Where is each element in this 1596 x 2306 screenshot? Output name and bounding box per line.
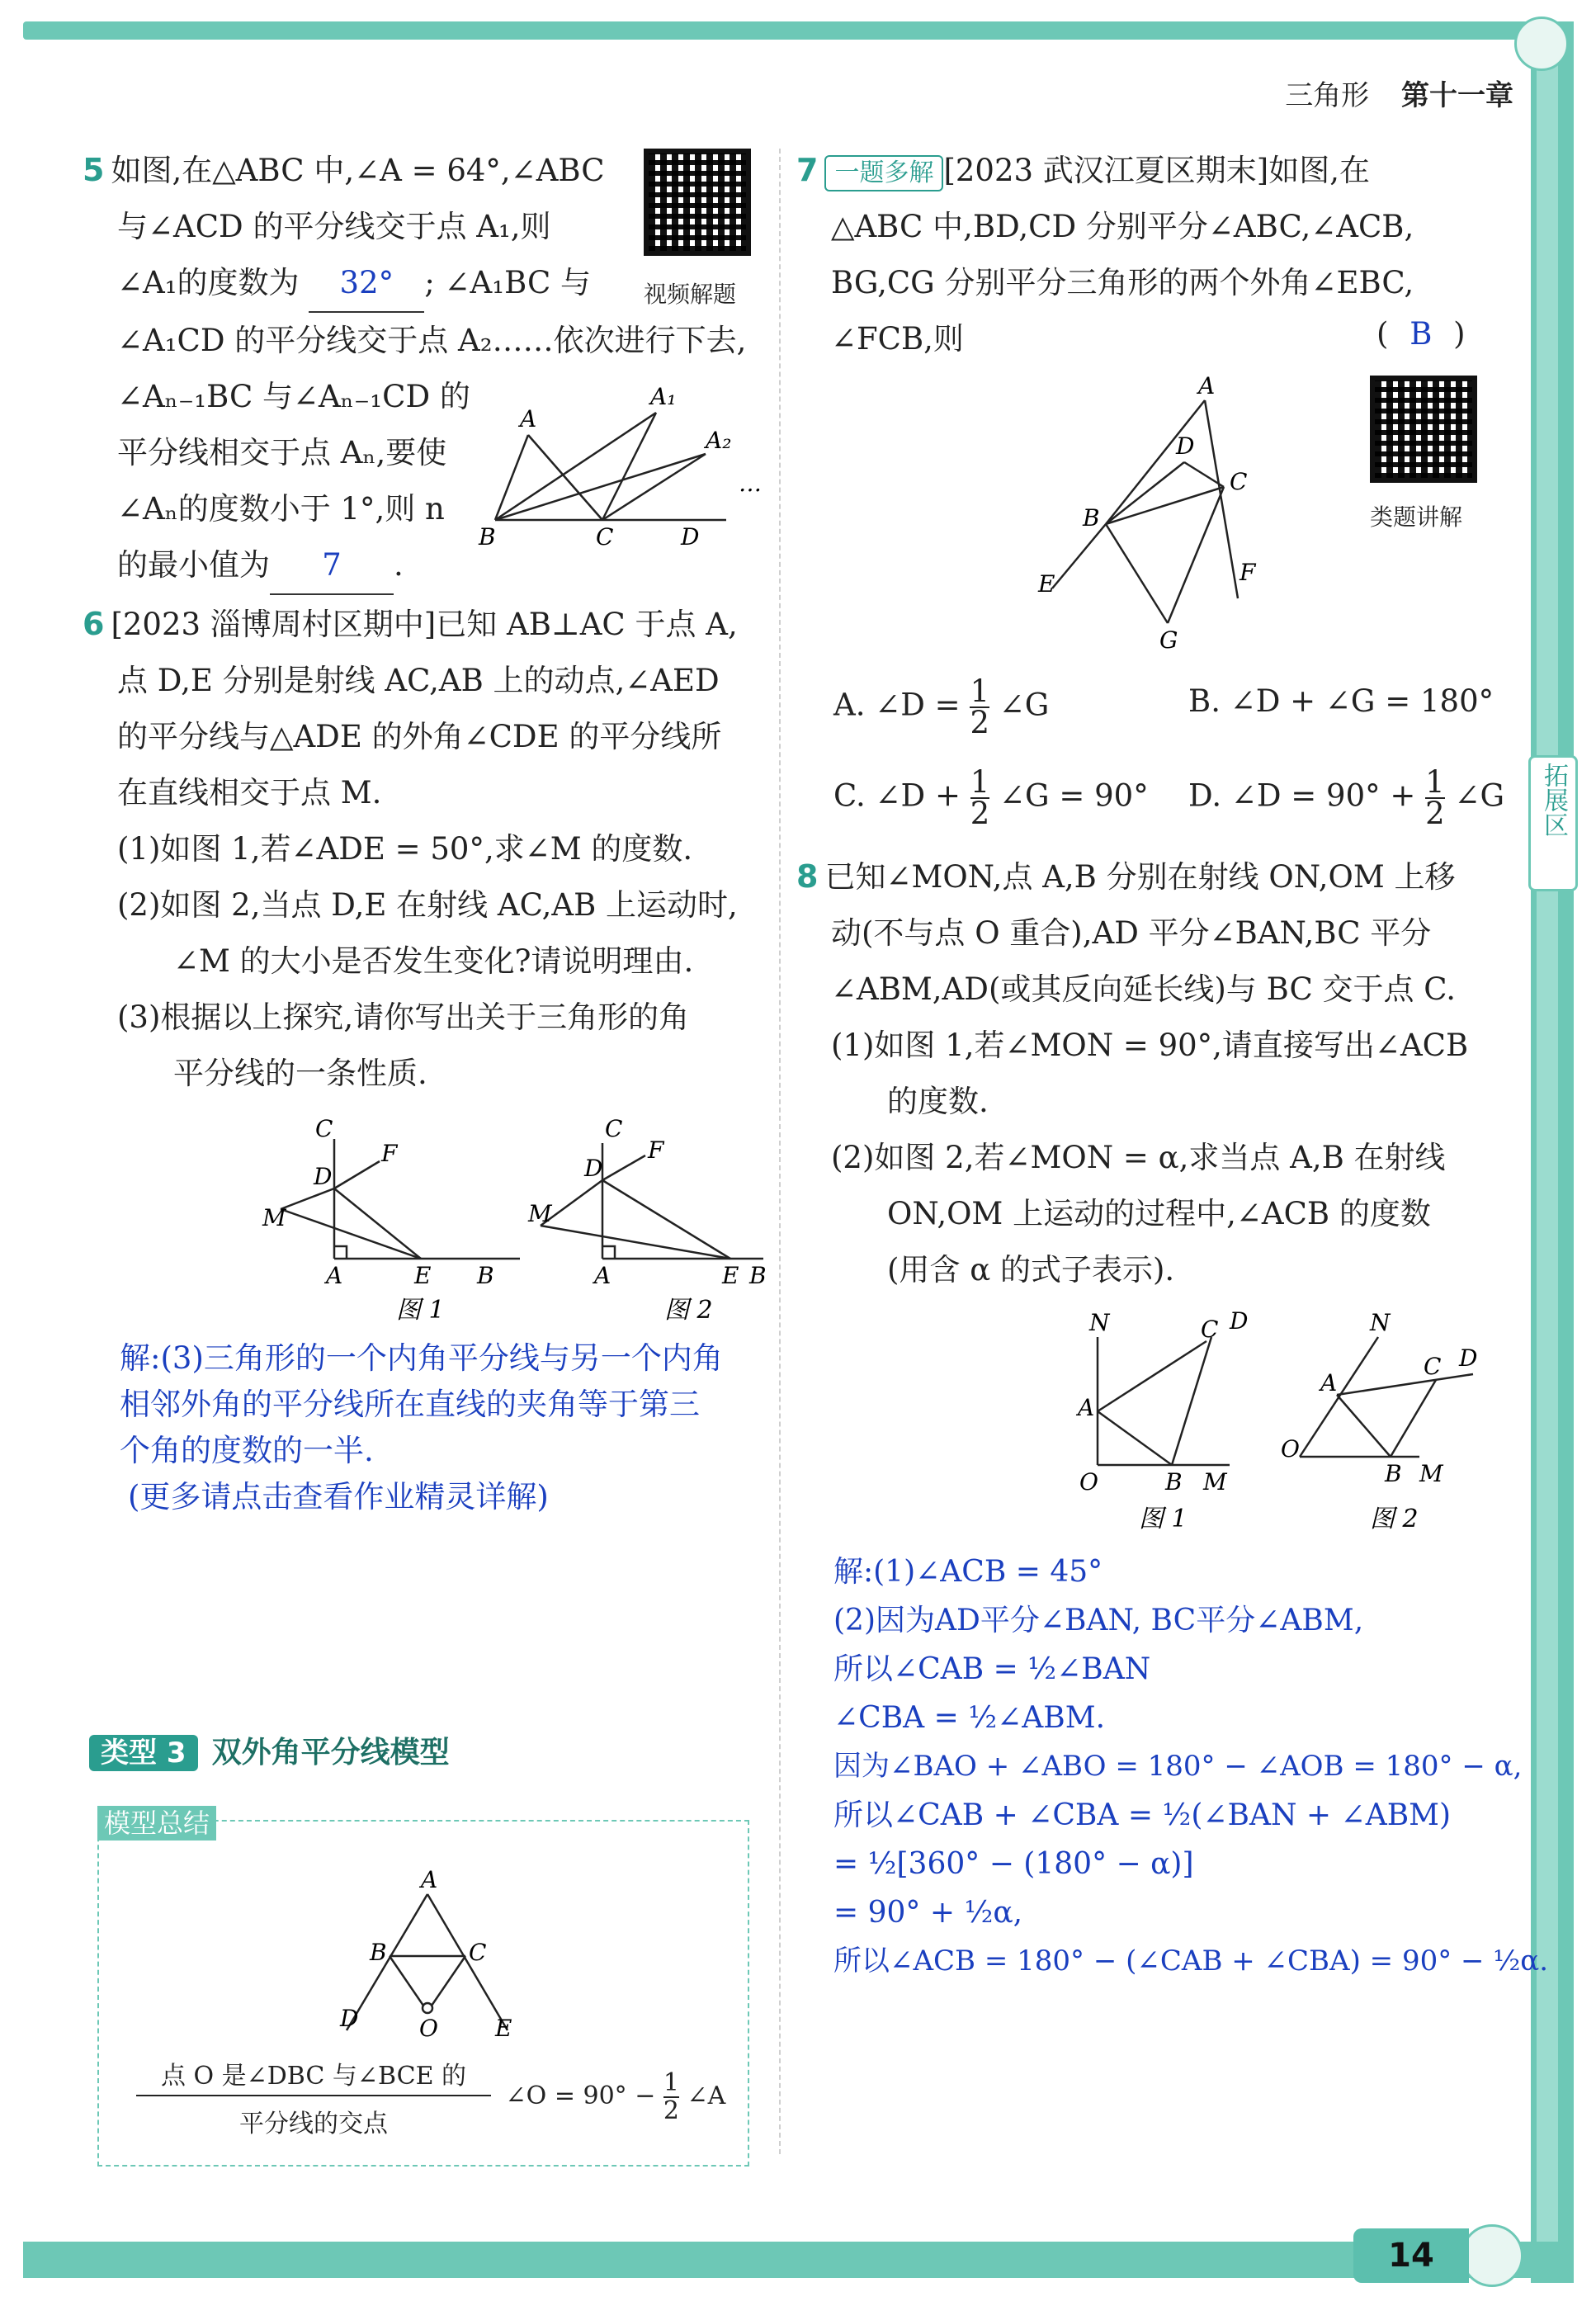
fig-label: B xyxy=(1083,504,1100,532)
figure-caption: 图 1 xyxy=(1139,1505,1188,1533)
text-line: . xyxy=(394,547,404,583)
text-line: (1)如图 1,若∠MON = 90°,请直接写出∠ACB xyxy=(831,1028,1469,1063)
question-number: 8 xyxy=(796,858,819,895)
solution-line: 所以∠CAB + ∠CBA = ½(∠BAN + ∠ABM) xyxy=(833,1798,1452,1832)
figure-caption: 图 2 xyxy=(1370,1505,1419,1533)
fig-label: D xyxy=(681,523,700,551)
text-line: ∠M 的大小是否发生变化?请说明理由. xyxy=(173,943,694,979)
fig-label: C xyxy=(315,1115,333,1142)
fig-label: B xyxy=(1385,1460,1402,1487)
qr-label: 视频解题 xyxy=(644,281,737,308)
fig-label: A xyxy=(594,1262,611,1289)
text-line: 平分线相交于点 Aₙ,要使 xyxy=(117,435,447,470)
solution-line: = 90° + ½α, xyxy=(833,1896,1023,1930)
text-line: 在直线相交于点 M. xyxy=(117,775,382,810)
fig-label: E xyxy=(495,2015,512,2042)
qr-code-icon[interactable] xyxy=(644,149,751,256)
page-number: 14 xyxy=(1353,2228,1469,2283)
fig-label: D xyxy=(340,2005,359,2032)
mascot-icon xyxy=(1461,2224,1523,2287)
fig-label: A xyxy=(1320,1369,1338,1396)
option-text: ∠G = 90° xyxy=(999,777,1149,814)
solution-line: 解:(1)∠ACB = 45° xyxy=(833,1555,1103,1589)
fig-label: A₁ xyxy=(650,383,677,410)
q6-figures xyxy=(256,1110,784,1325)
chapter-title: 第十一章 xyxy=(1401,79,1513,112)
side-tab xyxy=(1528,755,1578,891)
fig-label: F xyxy=(648,1136,664,1164)
fig-label: C xyxy=(1424,1353,1442,1380)
fig-label: O xyxy=(1281,1435,1300,1463)
fig-label: D xyxy=(314,1163,333,1190)
model-result: ∠A xyxy=(687,2082,726,2110)
fig-label: A₂ xyxy=(706,427,732,454)
text-line: ∠ABM,AD(或其反向延长线)与 BC 交于点 C. xyxy=(831,971,1457,1007)
text-line: BG,CG 分别平分三角形的两个外角∠EBC, xyxy=(831,265,1414,300)
solution-line: 所以∠ACB = 180° − (∠CAB + ∠CBA) = 90° − ½α. xyxy=(833,1945,1549,1978)
question-number: 5 xyxy=(83,152,105,188)
text-line: ∠A₁的度数为 xyxy=(117,265,300,300)
fig-label: N xyxy=(1370,1309,1391,1336)
answer-blank: 32° xyxy=(309,255,424,313)
question-number: 7 xyxy=(796,152,819,188)
option-text: ∠G xyxy=(1454,777,1505,814)
model-tag: 模型总结 xyxy=(97,1806,216,1841)
solution-line: 相邻外角的平分线所在直线的夹角等于第三 xyxy=(120,1387,700,1422)
text-line: 如图,在△ABC 中,∠A = 64°,∠ABC xyxy=(111,153,605,188)
top-border xyxy=(23,21,1566,40)
text-line: 与∠ACD 的平分线交于点 A₁,则 xyxy=(117,209,551,244)
fig-label: … xyxy=(739,470,762,497)
text-line: ∠FCB,则 xyxy=(831,321,964,357)
q5-figure xyxy=(470,376,767,557)
text-line: ∠Aₙ₋₁BC 与∠Aₙ₋₁CD 的 xyxy=(117,379,470,414)
fig-label: N xyxy=(1089,1309,1110,1336)
solution-line: ∠CBA = ½∠ABM. xyxy=(833,1701,1106,1735)
model-text: 点 O 是∠DBC 与∠BCE 的 xyxy=(136,2055,491,2096)
fig-label: E xyxy=(1038,570,1055,598)
answer-bracket: ( B ) xyxy=(1376,316,1466,352)
fraction-numerator: 1 xyxy=(970,673,989,709)
answer-choice: B xyxy=(1409,316,1433,352)
q7-figure xyxy=(1023,376,1304,656)
more-details-link[interactable]: (更多请点击查看作业精灵详解) xyxy=(128,1479,549,1514)
fig-label: A xyxy=(1078,1394,1095,1421)
text-line: 平分线的一条性质. xyxy=(173,1056,427,1091)
text-line: ; ∠A₁BC 与 xyxy=(424,265,592,300)
fig-label: E xyxy=(414,1262,432,1289)
fig-label: B xyxy=(479,523,496,551)
text-line: (1)如图 1,若∠ADE = 50°,求∠M 的度数. xyxy=(117,831,693,867)
fig-label: M xyxy=(262,1204,286,1231)
option-text: ∠G xyxy=(999,687,1050,723)
qr-label: 类题讲解 xyxy=(1370,503,1463,531)
q6-solution xyxy=(120,1335,780,1520)
fig-label: A xyxy=(326,1262,343,1289)
fig-label: D xyxy=(584,1155,603,1182)
text-line: ∠Aₙ的度数小于 1°,则 n xyxy=(117,491,445,527)
model-figure xyxy=(330,1869,528,2051)
fig-label: O xyxy=(419,2015,438,2042)
fig-label: A xyxy=(421,1869,438,1893)
text-line: 已知∠MON,点 A,B 分别在射线 ON,OM 上移 xyxy=(824,859,1456,895)
text-line: ∠A₁CD 的平分线交于点 A₂……依次进行下去, xyxy=(117,323,747,358)
q8-figures xyxy=(1065,1304,1494,1535)
fig-label: A xyxy=(1198,376,1216,399)
text-line: (2)如图 2,若∠MON = α,求当点 A,B 在射线 xyxy=(831,1140,1446,1175)
q8-solution xyxy=(833,1548,1551,1986)
type-badge: 类型 3 xyxy=(89,1735,198,1771)
text-line: △ABC 中,BD,CD 分别平分∠ABC,∠ACB, xyxy=(831,209,1414,244)
fraction-numerator: 1 xyxy=(663,2068,679,2097)
figure-caption: 图 1 xyxy=(396,1296,445,1325)
question-6 xyxy=(83,596,776,1102)
page-header xyxy=(1262,73,1513,113)
option-a[interactable] xyxy=(833,673,1050,740)
solution-line: 因为∠BAO + ∠ABO = 180° − ∠AOB = 180° − α, xyxy=(833,1750,1523,1783)
fraction-denominator: 2 xyxy=(1425,796,1445,831)
fig-label: M xyxy=(528,1200,552,1227)
model-text: 平分线的交点 xyxy=(239,2110,388,2138)
fig-label: M xyxy=(1203,1468,1227,1496)
option-text: B. ∠D + ∠G = 180° xyxy=(1188,683,1494,719)
option-d[interactable] xyxy=(1188,764,1505,831)
option-text: A. ∠D = xyxy=(833,687,961,723)
text-line: [2023 武汉江夏区期末]如图,在 xyxy=(943,153,1371,188)
section-title: 三角形 xyxy=(1285,79,1370,112)
type-title: 双外角平分线模型 xyxy=(211,1736,450,1770)
fig-label: B xyxy=(1165,1468,1183,1496)
text-line: 动(不与点 O 重合),AD 平分∠BAN,BC 平分 xyxy=(831,915,1432,951)
option-text: C. ∠D + xyxy=(833,777,961,814)
solution-line: = ½[360° − (180° − α)] xyxy=(833,1847,1194,1881)
fraction-denominator: 2 xyxy=(970,705,989,740)
text-line: ON,OM 上运动的过程中,∠ACB 的度数 xyxy=(887,1196,1431,1231)
tag-badge: 一题多解 xyxy=(824,155,943,191)
fig-label: F xyxy=(1239,559,1256,586)
figure-caption: 图 2 xyxy=(664,1296,713,1325)
fig-label: E xyxy=(722,1262,739,1289)
fraction-denominator: 2 xyxy=(970,796,990,831)
option-b[interactable] xyxy=(1188,683,1494,719)
model-statement xyxy=(136,2055,730,2139)
solution-line: 个角的度数的一半. xyxy=(120,1433,374,1468)
fig-label: B xyxy=(370,1939,387,1966)
fig-label: B xyxy=(749,1262,767,1289)
solution-line: 所以∠CAB = ½∠BAN xyxy=(833,1652,1151,1686)
fraction-numerator: 1 xyxy=(970,764,990,800)
fraction-denominator: 2 xyxy=(663,2096,679,2125)
text-line: 的度数. xyxy=(887,1084,989,1119)
bottom-border xyxy=(23,2242,1566,2278)
text-line: 的平分线与△ADE 的外角∠CDE 的平分线所 xyxy=(117,719,722,754)
text-line: (用含 α 的式子表示). xyxy=(887,1252,1175,1288)
type-heading xyxy=(89,1729,450,1771)
fraction-numerator: 1 xyxy=(1425,764,1445,800)
fig-label: B xyxy=(477,1262,494,1289)
fig-label: C xyxy=(1201,1316,1219,1343)
fig-label: M xyxy=(1419,1460,1443,1487)
fig-label: F xyxy=(381,1140,398,1167)
text-line: (3)根据以上探究,请你写出关于三角形的角 xyxy=(117,999,690,1035)
option-text: D. ∠D = 90° + xyxy=(1188,777,1416,814)
question-8 xyxy=(796,848,1490,1298)
text-line: 的最小值为 xyxy=(117,547,270,583)
text-line: [2023 淄博周村区期中]已知 AB⊥AC 于点 A, xyxy=(111,607,738,642)
question-number: 6 xyxy=(83,606,105,642)
fig-label: A xyxy=(520,405,537,432)
solution-line: (2)因为AD平分∠BAN, BC平分∠ABM, xyxy=(833,1604,1364,1637)
side-tab-label: 拓展区 xyxy=(1539,763,1568,837)
option-c[interactable] xyxy=(833,764,1149,831)
fig-label: D xyxy=(1176,432,1195,460)
fig-label: C xyxy=(596,523,614,551)
fig-label: D xyxy=(1230,1307,1249,1335)
fig-label: C xyxy=(1230,468,1248,495)
fig-label: O xyxy=(1079,1468,1098,1496)
fig-label: D xyxy=(1459,1344,1478,1372)
fig-label: C xyxy=(469,1939,487,1966)
text-line: 点 D,E 分别是射线 AC,AB 上的动点,∠AED xyxy=(117,663,720,698)
fig-label: C xyxy=(605,1115,623,1142)
answer-blank: 7 xyxy=(270,537,394,595)
solution-line: 解:(3)三角形的一个内角平分线与另一个内角 xyxy=(120,1340,723,1376)
qr-code-icon[interactable] xyxy=(1370,376,1477,483)
fig-label: G xyxy=(1159,626,1178,654)
model-result: ∠O = 90° − xyxy=(505,2082,663,2110)
text-line: (2)如图 2,当点 D,E 在射线 AC,AB 上运动时, xyxy=(117,887,738,923)
mascot-icon xyxy=(1514,17,1569,71)
